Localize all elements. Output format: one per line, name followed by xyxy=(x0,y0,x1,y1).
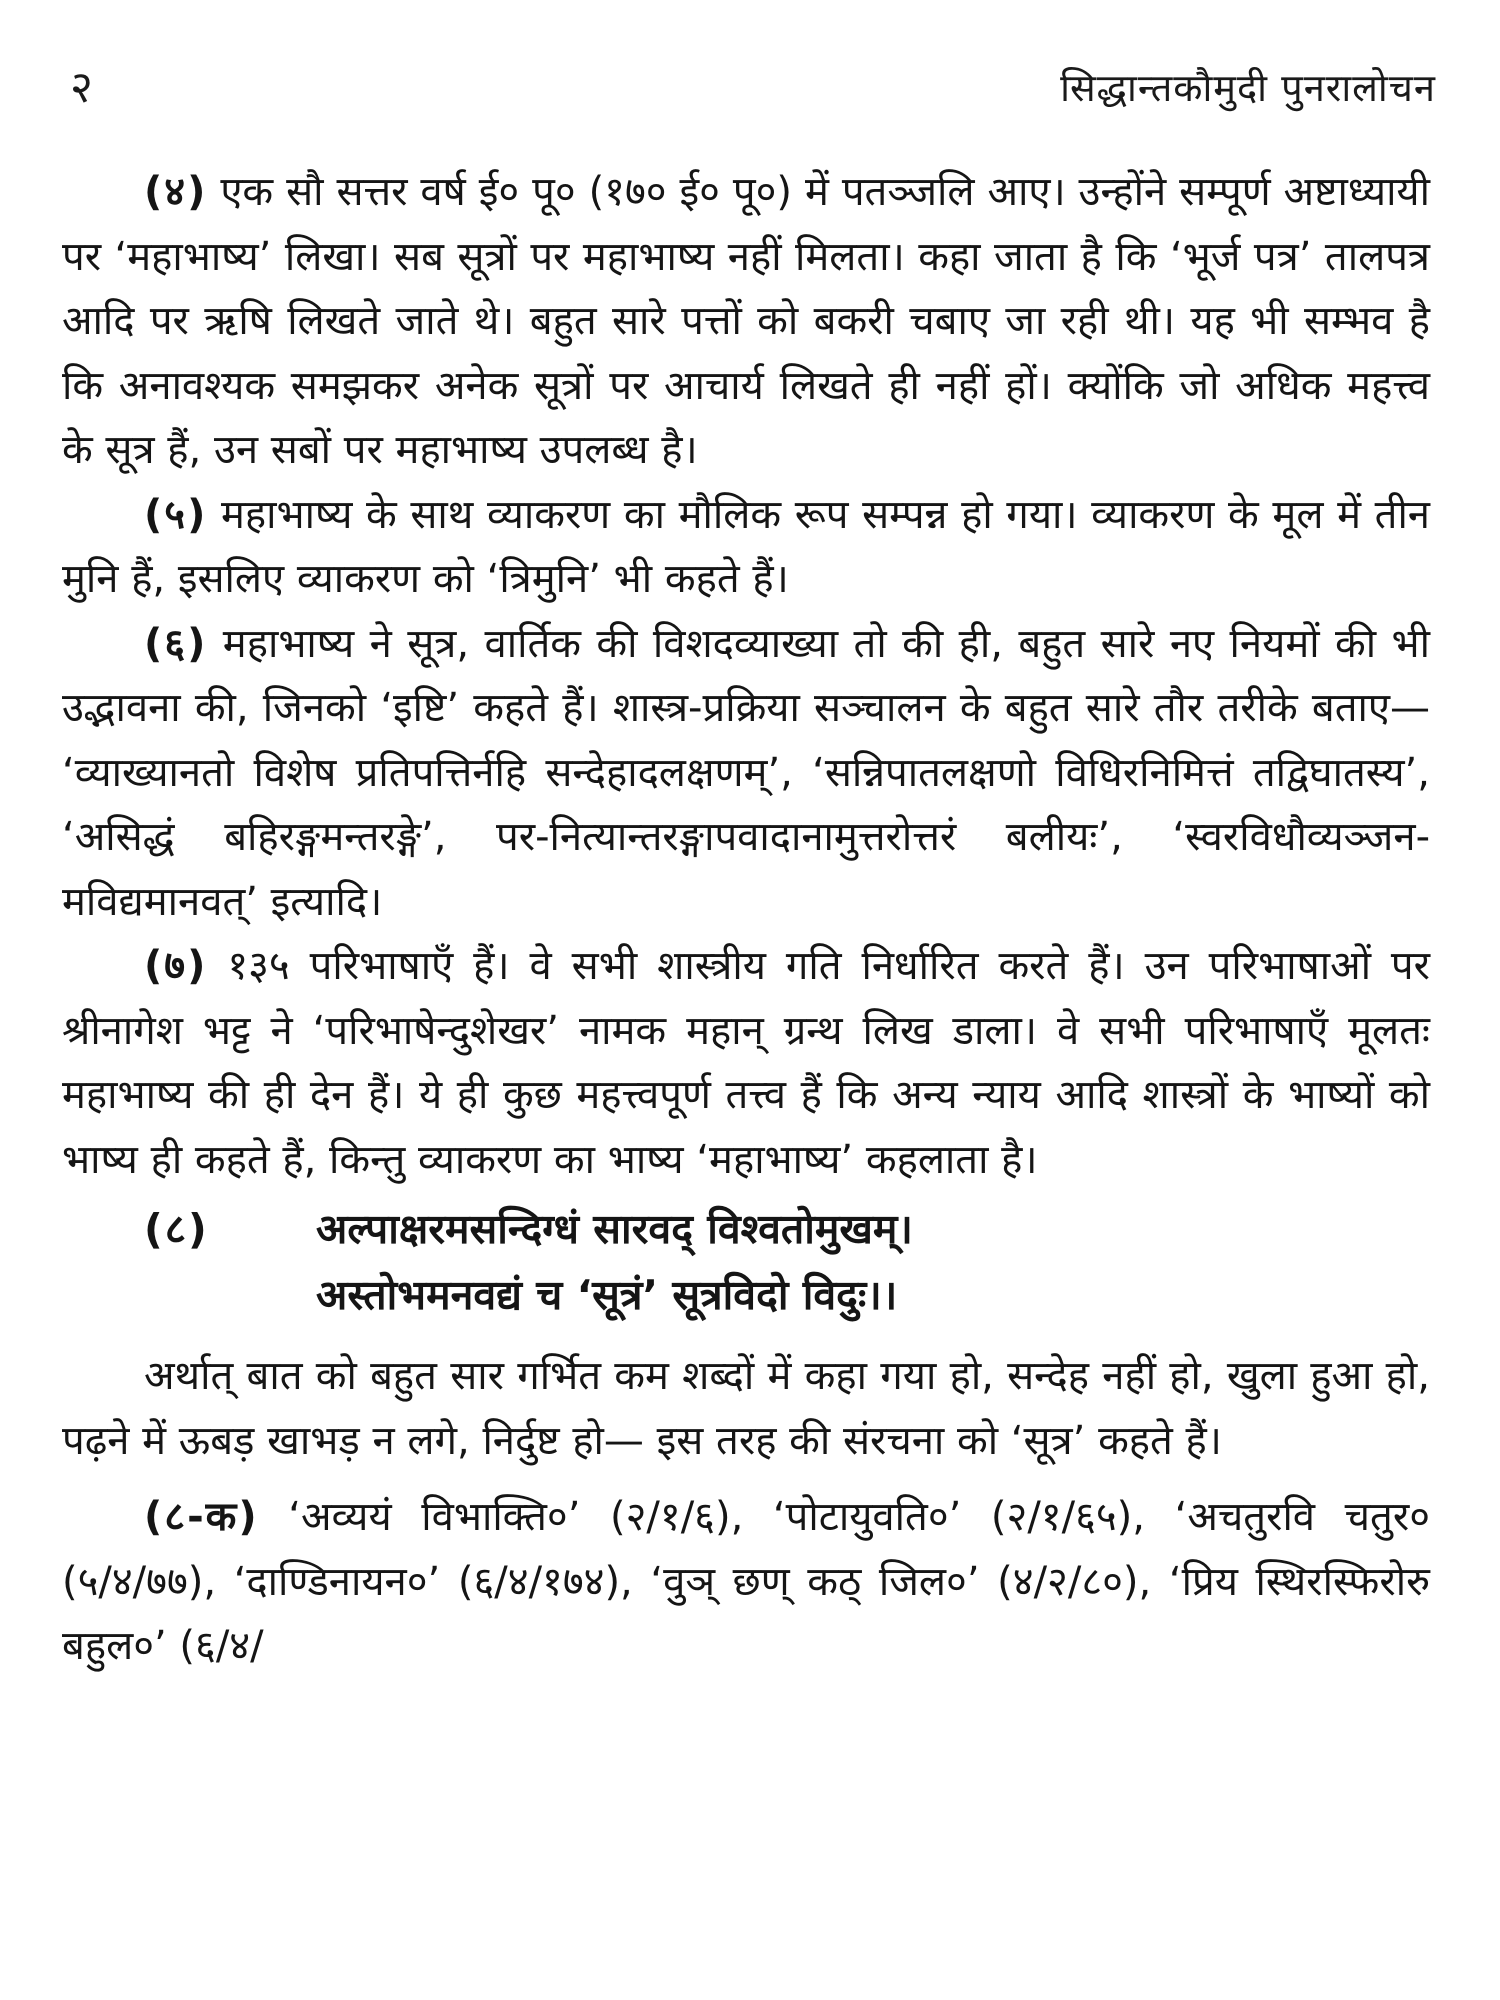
running-header xyxy=(60,58,1436,118)
paragraph-number: (४) xyxy=(144,169,208,215)
paragraph-6 xyxy=(62,612,1430,935)
paragraph-text: महाभाष्य ने सूत्र, वार्तिक की विशदव्याख्या तो की ही, बहुत सारे नए नियमों की भी उद्भावना की, जिनको ‘इष्टि’ कहते हैं। शास्त्र-प्रक्रिया सञ्चालन के बहुत सारे तौर तरीके बताए— ‘व्याख्यानतो विशेष प्रतिपत्तिर्नहि सन्देहादलक्षणम्’, ‘सन्निपातलक्षणो विधिरनिमित्तं तद्विघातस्य’, ‘असिद्धं बहिरङ्गमन्तरङ्गे’, पर-नित्यान्तरङ्गापवादानामुत्तरोत्तरं बलीयः’, ‘स्वरविधौव्यञ्जन-मविद्यमानवत्’ इत्यादि। xyxy=(62,620,1430,925)
paragraph-8a xyxy=(62,1485,1430,1679)
paragraph-number: (६) xyxy=(144,620,208,667)
paragraph-text: एक सौ सत्तर वर्ष ई० पू० (१७० ई० पू०) में पतञ्जलि आए। उन्होंने सम्पूर्ण अष्टाध्यायी पर ‘महाभाष्य’ लिखा। सब सूत्रों पर महाभाष्य नहीं मिलता। कहा जाता है कि ‘भूर्ज पत्र’ तालपत्र आदि पर ऋषि लिखते जाते थे। बहुत सारे पत्तों को बकरी चबाए जा रही थी। यह भी सम्भव है कि अनावश्यक समझकर अनेक सूत्रों पर आचार्य लिखते ही नहीं हों। क्योंकि जो अधिक महत्त्व के सूत्र हैं, उन सबों पर महाभाष्य उपलब्ध है। xyxy=(62,169,1430,473)
paragraph-4 xyxy=(62,160,1430,483)
paragraph-text: ‘अव्ययं विभाक्ति०’ (२/१/६), ‘पोटायुवति०’ (२/१/६५), ‘अचतुरवि चतुर० (५/४/७७), ‘दाण्डिनायन०’ (६/४/१७४), ‘वुञ् छण् कठ् जिल०’ (४/२/८०), ‘प्रिय स्थिरस्फिरोरु बहुल०’ (६/४/ xyxy=(62,1494,1430,1669)
paragraph-number: (५) xyxy=(144,491,208,538)
page-number: २ xyxy=(70,62,93,113)
verse-explanation: अर्थात् बात को बहुत सार गर्भित कम शब्दों में कहा गया हो, सन्देह नहीं हो, खुला हुआ हो, पढ़ने में ऊबड़ खाभड़ न लगे, निर्दुष्ट हो— इस तरह की संरचना को ‘सूत्र’ कहते हैं। xyxy=(62,1353,1430,1464)
book-title: सिद्धान्तकौमुदी पुनरालोचन xyxy=(1060,66,1436,110)
verse-text-1: अल्पाक्षरमसन्दिग्धं सारवद् विश्वतोमुखम्। xyxy=(316,1205,913,1253)
paragraph-7 xyxy=(62,934,1430,1192)
paragraph-number: (८) xyxy=(144,1205,209,1253)
paragraph-8 xyxy=(62,1196,1430,1473)
paragraph-number: (७) xyxy=(144,943,208,989)
paragraph-5 xyxy=(62,483,1430,612)
paragraph-number: (८-क) xyxy=(144,1494,259,1540)
paragraph-text: महाभाष्य के साथ व्याकरण का मौलिक रूप सम्पन्न हो गया। व्याकरण के मूल में तीन मुनि हैं, इसलिए व्याकरण को ‘त्रिमुनि’ भी कहते हैं। xyxy=(62,491,1430,602)
body-text xyxy=(62,160,1430,1679)
verse-line-2: अस्तोभमनवद्यं च ‘सूत्रं’ सूत्रविदो विदुः।। xyxy=(316,1271,898,1319)
paragraph-text: १३५ परिभाषाएँ हैं। वे सभी शास्त्रीय गति निर्धारित करते हैं। उन परिभाषाओं पर श्रीनागेश भट्ट ने ‘परिभाषेन्दुशेखर’ नामक महान् ग्रन्थ लिख डाला। वे सभी परिभाषाएँ मूलतः महाभाष्य की ही देन हैं। ये ही कुछ महत्त्वपूर्ण तत्त्व हैं कि अन्य न्याय आदि शास्त्रों के भाष्यों को भाष्य ही कहते हैं, किन्तु व्याकरण का भाष्य ‘महाभाष्य’ कहलाता है। xyxy=(62,943,1430,1183)
verse-line-1 xyxy=(62,1196,1430,1262)
